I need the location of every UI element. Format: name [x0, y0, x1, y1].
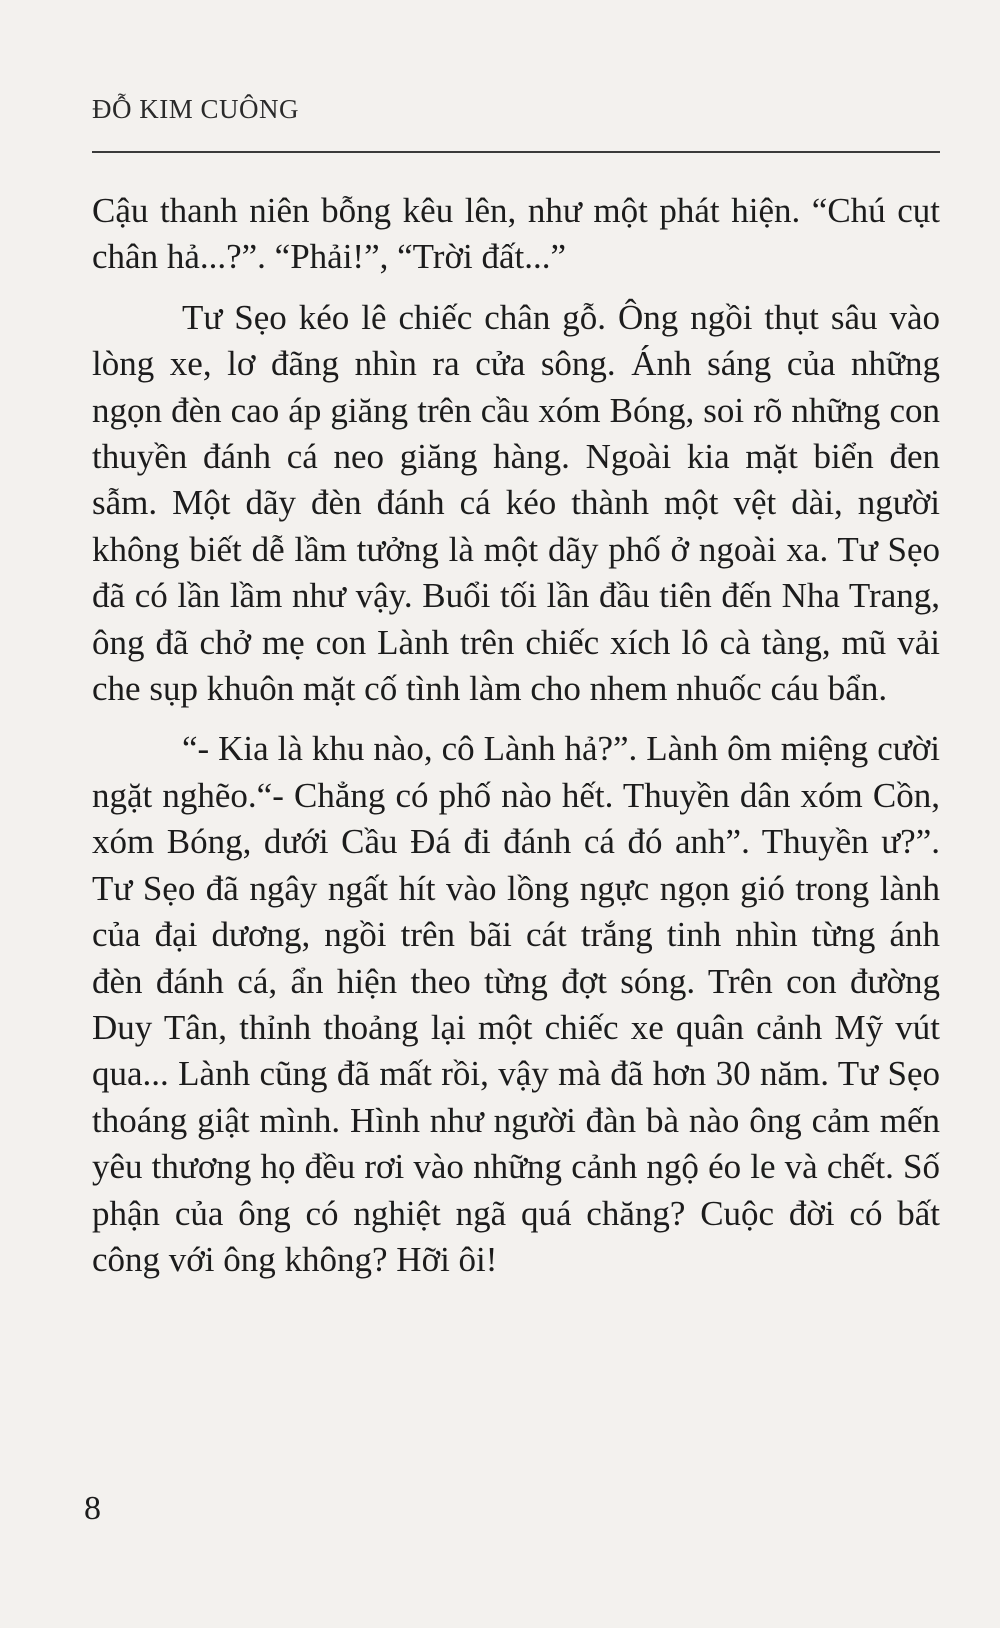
paragraph-2: Tư Sẹo kéo lê chiếc chân gỗ. Ông ngồi thụt sâu vào lòng xe, lơ đãng nhìn ra cửa sông. Ánh sáng của những ngọn đèn cao áp giăng trên cầu xóm Bóng, soi rõ những con thuyền đánh cá neo giăng hàng. Ngoài kia mặt biển đen sẫm. Một dãy đèn đánh cá kéo thành một vệt dài, người không biết dễ lầm tưởng là một dãy phố ở ngoài xa. Tư Sẹo đã có lần lầm như vậy. Buổi tối lần đầu tiên đến Nha Trang, ông đã chở mẹ con Lành trên chiếc xích lô cà tàng, mũ vải che sụp khuôn mặt cố tình làm cho nhem nhuốc cáu bẩn.: [92, 297, 940, 709]
page-number: 8: [84, 1490, 101, 1527]
body-text: [92, 188, 940, 1283]
paragraph-1: Cậu thanh niên bỗng kêu lên, như một phát hiện. “Chú cụt chân hả...?”. “Phải!”, “Trời đất...”: [92, 191, 940, 277]
header-divider: [92, 151, 940, 153]
paragraph-3: “- Kia là khu nào, cô Lành hả?”. Lành ôm miệng cười ngặt nghẽo.“- Chẳng có phố nào hết. Thuyền dân xóm Cồn, xóm Bóng, dưới Cầu Đá đi đánh cá đó anh”. Thuyền ư?”. Tư Sẹo đã ngây ngất hít vào lồng ngực ngọn gió trong lành của đại dương, ngồi trên bãi cát trắng tinh nhìn từng ánh đèn đánh cá, ẩn hiện theo từng đợt sóng. Trên con đường Duy Tân, thỉnh thoảng lại một chiếc xe quân cảnh Mỹ vút qua... Lành cũng đã mất rồi, vậy mà đã hơn 30 năm. Tư Sẹo thoáng giật mình. Hình như người đàn bà nào ông cảm mến yêu thương họ đều rơi vào những cảnh ngộ éo le và chết. Số phận của ông có nghiệt ngã quá chăng? Cuộc đời có bất công với ông không? Hỡi ôi!: [92, 729, 940, 1279]
running-header-author: ĐỖ KIM CUÔNG: [92, 94, 299, 124]
